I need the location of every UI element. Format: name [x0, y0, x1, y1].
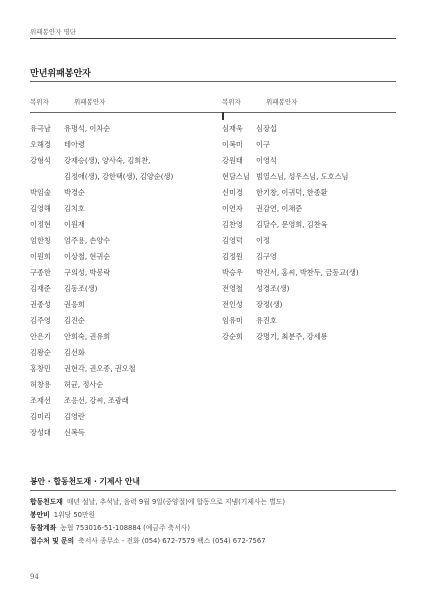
entry-name: 구종한 [30, 268, 51, 277]
entry-detail: 강재승(생), 양사숙, 김희찬, [64, 156, 151, 165]
entry-name: 강순희 [222, 332, 243, 341]
entry-row [30, 204, 220, 220]
entry-detail: 김영란 [64, 412, 85, 421]
title-rule [30, 81, 396, 82]
entry-row [30, 396, 220, 412]
entry-row [30, 332, 220, 348]
entry-row [222, 124, 412, 140]
entry-name: 이연자 [222, 204, 243, 213]
entry-detail: 김치호 [64, 204, 85, 213]
entry-name: 장성대 [30, 428, 51, 437]
entry-name: 이원희 [30, 252, 51, 261]
entry-detail: 김정애(생), 강한택(생), 김양순(생) [64, 172, 174, 181]
entry-row [222, 204, 412, 220]
entry-detail: 유진호 [256, 316, 277, 325]
entry-detail: 구의성, 박봉락 [64, 268, 111, 277]
info-label: 봉안비 [30, 511, 50, 519]
entry-name: 김영해 [30, 204, 51, 213]
entry-detail: 이상철, 현귀순 [64, 252, 111, 261]
entry-row [30, 348, 220, 364]
entry-row [30, 300, 220, 316]
name-column-label: 복위자 [30, 98, 49, 106]
info-row [30, 497, 396, 510]
entry-name: 조재선 [30, 396, 51, 405]
left-entry-list [30, 124, 220, 444]
header-underline [30, 112, 396, 113]
entry-detail: 조응선, 강씨, 조광래 [64, 396, 129, 405]
entry-name: 심재욱 [222, 124, 243, 133]
entry-detail: 김선화 [64, 348, 85, 357]
info-label: 접수처 및 문의 [30, 537, 75, 545]
name-column-label: 복위자 [222, 98, 241, 106]
entry-row [222, 140, 412, 156]
entry-name: 김주영 [30, 316, 51, 325]
page-number: 94 [30, 573, 39, 581]
entry-row [30, 364, 220, 380]
detail-column-label: 위패봉안자 [74, 98, 106, 106]
entry-detail: 권감연, 이채준 [256, 204, 303, 213]
info-box-title: 봉안 · 합동천도재 · 기제사 안내 [30, 477, 140, 486]
info-value: 농협 753016-51-108884 (예금주 축서사) [60, 524, 191, 532]
entry-name: 김정원 [222, 252, 243, 261]
entry-row [30, 220, 220, 236]
entry-detail: 유명석, 이차순 [64, 124, 111, 133]
entry-row [222, 236, 412, 252]
entry-name: 엄한칭 [30, 236, 51, 245]
entry-row [30, 140, 220, 156]
entry-detail: 김진순 [64, 316, 85, 325]
entry-row [30, 380, 220, 396]
detail-column-label: 위패봉안자 [266, 98, 298, 106]
info-label: 동참계좌 [30, 524, 57, 532]
right-column-header [222, 97, 297, 106]
running-header: 위패봉안자 명단 [30, 28, 77, 36]
info-row [30, 536, 396, 549]
header-rule [30, 38, 396, 39]
info-row [30, 523, 396, 536]
entry-detail: 성경조(생) [256, 284, 290, 293]
entry-row [30, 268, 220, 284]
entry-name: 김재준 [30, 284, 51, 293]
column-marker [222, 112, 224, 120]
entry-detail: 김구영 [256, 252, 277, 261]
entry-detail: 권현각, 권오종, 권오철 [64, 364, 136, 373]
info-box-rule [30, 490, 396, 491]
entry-detail: 신복득 [64, 428, 85, 437]
info-row [30, 510, 396, 523]
entry-detail: 김동조(생) [64, 284, 98, 293]
entry-name: 박승우 [222, 268, 243, 277]
entry-name: 이복미 [222, 140, 243, 149]
entry-detail: 이원재 [64, 220, 85, 229]
left-column-header [30, 97, 105, 106]
entry-row [30, 188, 220, 204]
entry-row [30, 156, 220, 172]
entry-detail: 이정 [256, 236, 270, 245]
entry-name: 권종성 [30, 300, 51, 309]
entry-row [30, 252, 220, 268]
info-box [30, 497, 396, 549]
entry-detail: 엄주용, 손양수 [64, 236, 111, 245]
entry-row [222, 172, 412, 188]
entry-row [222, 332, 412, 348]
entry-name: 현담스님 [222, 172, 250, 181]
entry-row [222, 220, 412, 236]
entry-name: 허창용 [30, 380, 51, 389]
entry-name: 김찬영 [222, 220, 243, 229]
entry-detail: 박진서, 홍씨, 박찬두, 금동교(생) [256, 268, 359, 277]
entry-name: 유극남 [30, 124, 51, 133]
entry-row [222, 316, 412, 332]
entry-name: 이정현 [30, 220, 51, 229]
entry-detail: 심장섭 [256, 124, 277, 133]
entry-name: 전영철 [222, 284, 243, 293]
entry-row [30, 124, 220, 140]
entry-name: 김왕순 [30, 348, 51, 357]
entry-detail: 장정(생) [256, 300, 283, 309]
entry-detail: 권응희 [64, 300, 85, 309]
entry-detail: 한기창, 이귀덕, 한종환 [256, 188, 328, 197]
entry-name: 박임술 [30, 188, 51, 197]
entry-row [222, 284, 412, 300]
entry-name: 임유미 [222, 316, 243, 325]
info-value: 1위당 50만원 [53, 511, 96, 519]
entry-name: 강형석 [30, 156, 51, 165]
entry-row [222, 156, 412, 172]
entry-row [222, 300, 412, 316]
entry-detail: 박경순 [64, 188, 85, 197]
entry-row [30, 284, 220, 300]
entry-detail: 김달수, 문영희, 김찬육 [256, 220, 328, 229]
entry-detail: 범열스님, 성우스님, 도호스님 [256, 172, 349, 181]
info-value: 매년 설날, 추석날, 음력 9월 9일(중양절)에 합동으로 지냄(기제사는 별도) [66, 498, 285, 506]
entry-name: 김미리 [30, 412, 51, 421]
entry-row [222, 252, 412, 268]
entry-detail: 테아령 [64, 140, 85, 149]
entry-row [30, 236, 220, 252]
right-entry-list [222, 124, 412, 348]
entry-name: 홍창민 [30, 364, 51, 373]
entry-row [222, 188, 412, 204]
entry-name [30, 172, 64, 188]
entry-name: 김영덕 [222, 236, 243, 245]
info-value: 축서사 종무소 - 전화 (054) 672-7579 팩스 (054) 672-7567 [78, 537, 266, 545]
entry-row [30, 316, 220, 332]
entry-name: 안은기 [30, 332, 51, 341]
entry-name: 신미경 [222, 188, 243, 197]
info-label: 합동천도재 [30, 498, 63, 506]
entry-row [30, 428, 220, 444]
entry-detail: 강명기, 최분주, 강세룡 [256, 332, 328, 341]
entry-row [222, 268, 412, 284]
entry-detail: 안희숙, 권유희 [64, 332, 111, 341]
entry-name: 전인성 [222, 300, 243, 309]
entry-name: 오해경 [30, 140, 51, 149]
entry-detail: 허균, 정사순 [64, 380, 104, 389]
entry-detail: 이구 [256, 140, 270, 149]
section-title: 만년위패봉안자 [30, 69, 91, 79]
entry-row [30, 412, 220, 428]
entry-row [30, 172, 220, 188]
entry-name: 강원태 [222, 156, 243, 165]
entry-detail: 이영석 [256, 156, 277, 165]
